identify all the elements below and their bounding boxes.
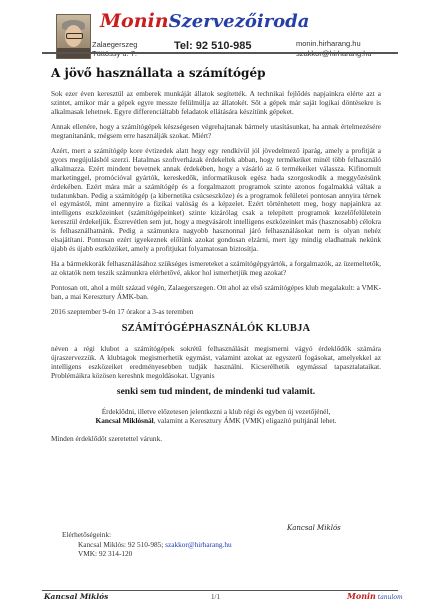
event-date: 2016 szeptember 9-én 17 órakor a 3-as teremben [51, 307, 194, 317]
footer-author: Kancsal Miklós [44, 592, 109, 601]
letterhead [52, 10, 400, 68]
office-email-link[interactable] [296, 49, 372, 59]
contact-name-phone: Kancsal Miklós: 92 510-985; [78, 539, 164, 549]
article-body [51, 66, 381, 450]
footer-brand-tail: tanulom [375, 594, 403, 601]
footer-divider [42, 590, 398, 591]
header-divider [42, 52, 398, 54]
organizer-name: Kancsal Miklósnál [95, 415, 154, 425]
contact-block [62, 530, 232, 559]
brand-name-part2: Szervezőiroda [168, 11, 310, 32]
article-title: A jövő használlata a számítógép [51, 66, 266, 80]
contact-heading: Elérhetőségeink: [62, 530, 112, 539]
closing-line: Minden érdeklődőt szeretettel várunk. [51, 433, 163, 443]
footer-brand-name: Monin [347, 591, 376, 601]
info-line-2: , valamint a Keresztury ÁMK (VMK) eligazító pultjánál lehet. [153, 415, 337, 425]
slogan: senki sem tud mindent, de mindenki tud valamit. [116, 386, 316, 397]
handwritten-signature: Kancsal Miklós [287, 524, 341, 532]
club-title: SZÁMÍTÓGÉPHASZNÁLÓK KLUBJA [121, 323, 311, 335]
contact-email-link[interactable]: szakkor@hirharang.hu [165, 539, 232, 549]
office-contacts [296, 39, 372, 59]
contact-vmk-phone: VMK: 92 314-120 [78, 549, 133, 558]
brand-logo [100, 10, 309, 32]
paragraph-3: Azért, mert a számítógép kore évtizedek alatt hegy egy rendkívül jól jövedelmező iparág, amely a profitját a gyors megújulásból szerzi. Hatalmas szoftverházak érdekeltek abban, hogy termékeiket minél több felhasználó alkalmazza. Ezért mindent bevetnek annak érdekében, hogy a vásárló az ő termékeiket válassza. Kifinomult marketinggel, promócióval gyártók, kereskedők, informatikusok egész hada szorgoskodik a meggyőzésünk érdekében. Ezért mára már a számítógép és a forgalmazott programok szinte azonos fogalmakká váltak a tudatunkban. Pedig a számítógép (a kibernetika csúcseszköze) és a programok felületei pontosan annyira térnek el egymástól, mint amennyire a fizikai valóság és a képzelet. Ezért történhetett meg, hogy napjainkra az intelligens eszközeinket (számítógépeinket) szinte kizárólag csak a telepített programok kezelőfelületein keresztül érdekeljük. Észrevétlen sem jut, hogy a megvásárolt intelligens eszközeinket más (hasznosabb) célokra is felhasználhatnánk. Pedig a számunkra nagyobb hasznonnal járó felhasználásokat nem is olyan nehéz elsajátítani. Pontosan ezért igyekeznek előlünk azokat gondosan elzárni, mert így mindig eladhatnak nekünk újabb és újabb eszközöket, amely a profitjukat folyamatosan biztosítja. [51, 145, 381, 254]
paragraph-5: Pontosan ott, ahol a múlt század végén, Zalaegerszegen. Ott ahol az első számítógépes klub megalakult: a VMK-ban, a mai Keresztury ÁMK-ban. [51, 283, 381, 302]
info-line-1: Érdeklődni, illetve előzetesen jelentkezni a klub régi és egyben új vezetőjénél, [101, 406, 331, 416]
office-address [92, 40, 137, 58]
brand-name-part1: Monin [100, 10, 169, 32]
contact-name-line [62, 540, 232, 550]
website-link[interactable]: monin.hirharang.hu [296, 39, 361, 48]
club-description: néven a régi klubot a számítógépek sokrétű felhasználását megismerni vágyó érdeklődők számára újraszervezzük. A klubtagok megismerhetik egymást, valamint azokat az egyszerű fogásokat, amelyekkel az intelligens eszközeiket eredményesebben tudják használni. Kicserélhetik egymással tapasztalataikat. Problémáikra közösen kereshnk megoldásokat. Ugyanis [51, 344, 381, 380]
address-city: Zalaegerszeg [92, 40, 138, 49]
footer-brand [347, 591, 403, 601]
paragraph-4: Ha a bármekkorák felhasználásához szükséges ismereteket a számítógépgyártók, a forgalmazók, az üzemeltetők, az oktatók nem teszik számunkra elérhetővé, akkor hol ismerhetjük meg azokat? [51, 259, 381, 278]
paragraph-2: Annak ellenére, hogy a számítógépek készségesen végrehajtanak bármely utasításunkat, ha annak értelmezésére megtanítanánk, mégsem erre használják szokat. Miért? [51, 121, 381, 140]
paragraph-1: Sok ezer éven keresztül az emberek munkáját állatok segítették. A technikai fejlődés napjainkra elérte azt a szintet, amikor már a gépek egyre messze felülmúlja az állatokét. Sőt a gépek már saját logikai döntésekre is alkalmasak lehetnek. Egyre differenciáltabb feladatok ellátására készítünk gépeket. [51, 89, 381, 116]
info-text [51, 407, 381, 425]
page-number: 1/1 [211, 593, 220, 601]
office-phone: Tel: 92 510-985 [174, 40, 252, 52]
